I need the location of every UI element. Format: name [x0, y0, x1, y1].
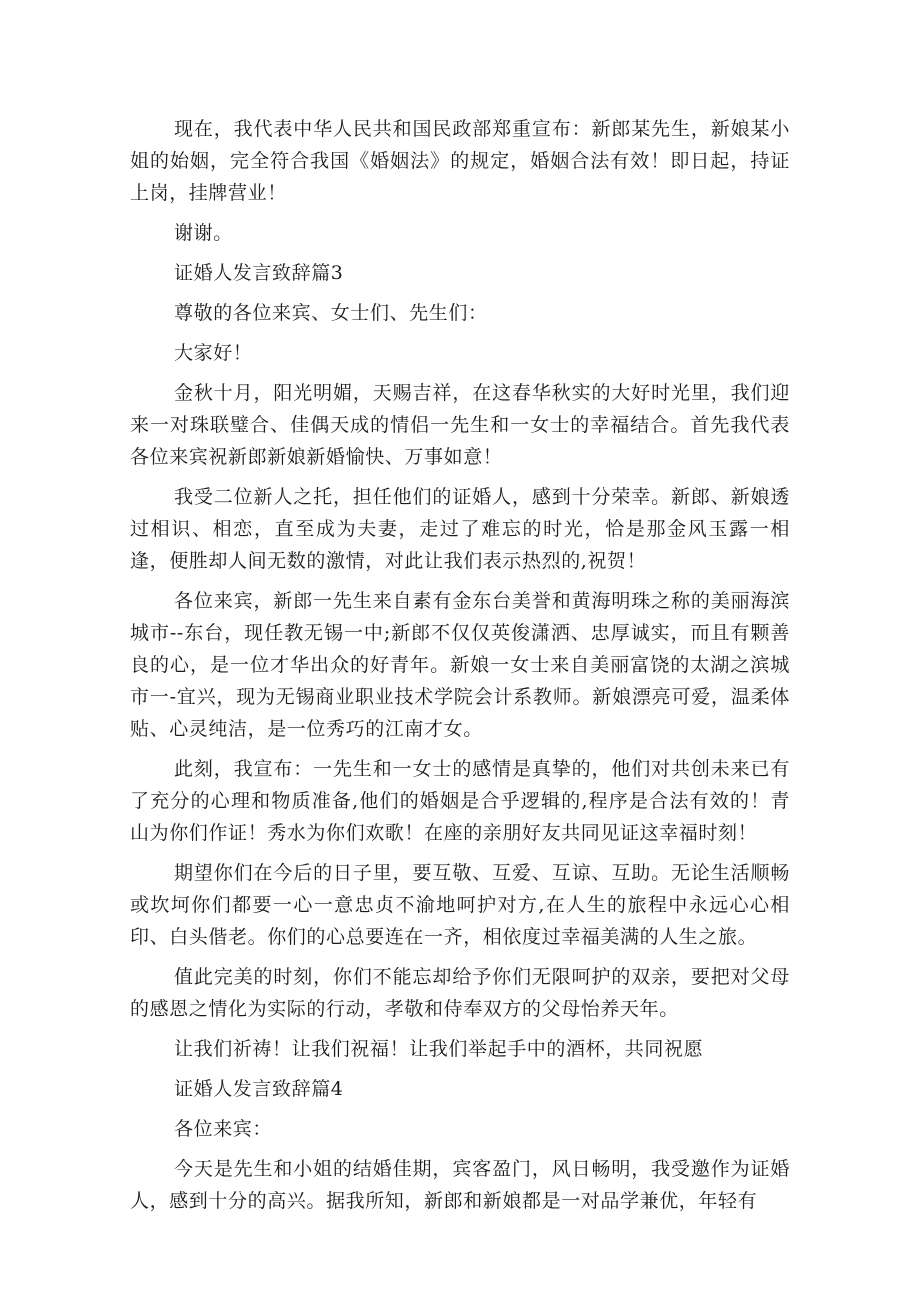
document-body [130, 113, 790, 1225]
section-heading-3: 证婚人发言致辞篇3 [174, 262, 344, 284]
paragraph-thanks: 谢谢。 [174, 222, 233, 244]
paragraph-wishes: 期望你们在今后的日子里，要互敬、互爱、互谅、互助。无论生活顺畅或坎坷你们都要一心一意忠贞不渝地呵护对方,在人生的旅程中永远心心相印、白头偕老。你们的心总要连在一齐，相依度过幸福美满的人生之旅。 [130, 862, 790, 948]
paragraph-salutation: 尊敬的各位来宾、女士们、先生们： [174, 302, 488, 324]
paragraph-honor: 我受二位新人之托，担任他们的证婚人，感到十分荣幸。新郎、新娘透过相识、相恋，直至成为夫妻，走过了难忘的时光，恰是那金风玉露一相逢，便胜却人间无数的激情，对此让我们表示热烈的,祝贺！ [130, 486, 790, 572]
paragraph-toast: 让我们祈祷！让我们祝福！让我们举起手中的酒杯，共同祝愿 [174, 1038, 704, 1060]
paragraph-wedding-day: 今天是先生和小姐的结婚佳期，宾客盈门，风日畅明，我受邀作为证婚人，感到十分的高兴。据我所知，新郎和新娘都是一对品学兼优，年轻有 [130, 1158, 790, 1212]
paragraph-declaration: 此刻，我宣布：一先生和一女士的感情是真挚的，他们对共创未来已有了充分的心理和物质准备,他们的婚姻是合乎逻辑的,程序是合法有效的！青山为你们作证！秀水为你们欢歌！在座的亲朋好友共同见证这幸福时刻！ [130, 758, 790, 844]
paragraph-announcement: 现在，我代表中华人民共和国民政部郑重宣布：新郎某先生，新娘某小姐的始姻，完全符合我国《婚姻法》的规定，婚姻合法有效！即日起，持证上岗，挂牌营业！ [130, 118, 790, 204]
paragraph-introductions: 各位来宾，新郎一先生来自素有金东台美誉和黄海明珠之称的美丽海滨城市--东台，现任教无锡一中;新郎不仅仅英俊潇洒、忠厚诚实，而且有颗善良的心，是一位才华出众的好青年。新娘一女士来自美丽富饶的太湖之滨城市一-宜兴，现为无锡商业职业技术学院会计系教师。新娘漂亮可爱，温柔体贴、心灵纯洁，是一位秀巧的江南才女。 [130, 590, 790, 740]
section-heading-4: 证婚人发言致辞篇4 [174, 1078, 344, 1100]
paragraph-parents: 值此完美的时刻，你们不能忘却给予你们无限呵护的双亲，要把对父母的感恩之情化为实际的行动，孝敬和侍奉双方的父母怡养天年。 [130, 966, 790, 1020]
paragraph-salutation-2: 各位来宾： [174, 1118, 273, 1140]
paragraph-opening: 金秋十月，阳光明媚，天赐吉祥，在这春华秋实的大好时光里，我们迎来一对珠联璧合、佳偶天成的情侣一先生和一女士的幸福结合。首先我代表各位来宾祝新郎新娘新婚愉快、万事如意！ [130, 382, 790, 468]
paragraph-greeting: 大家好！ [174, 342, 253, 364]
